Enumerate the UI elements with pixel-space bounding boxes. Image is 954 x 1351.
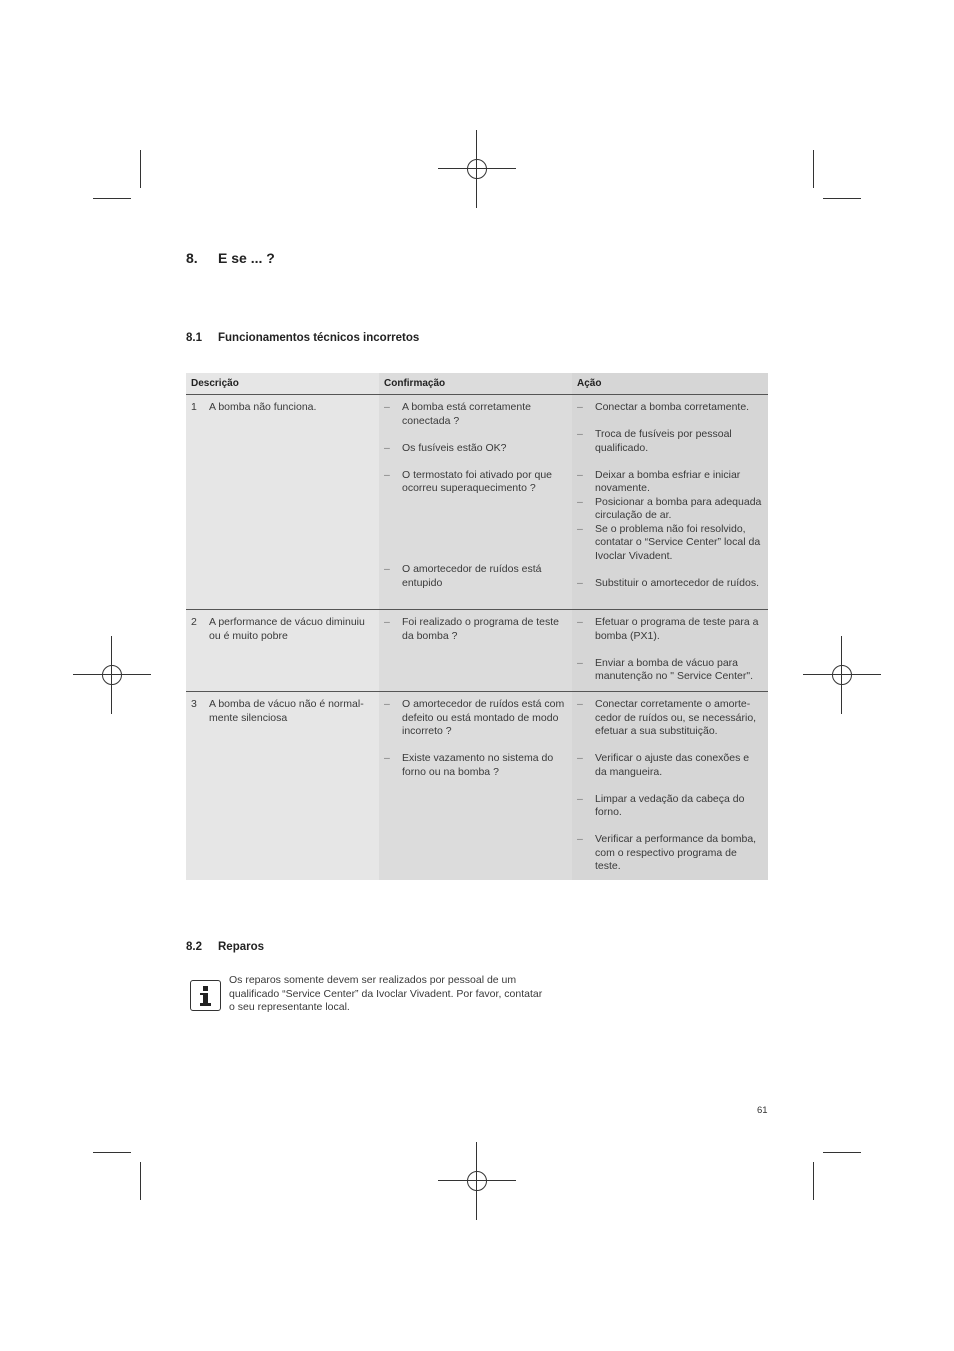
- chapter-heading: [186, 250, 275, 266]
- row-number: 1: [191, 401, 197, 413]
- crop-mark: [813, 150, 814, 188]
- crop-mark: [823, 1152, 861, 1153]
- section-title: Reparos: [218, 941, 265, 953]
- list-item: – Troca de fusíveis por pessoal qualificado.: [577, 428, 732, 454]
- section-title: Funcionamentos técnicos incorretos: [218, 332, 420, 344]
- table-row: [186, 692, 768, 880]
- list-item: – Foi realizado o programa de teste da bomba ?: [384, 616, 560, 642]
- troubleshooting-table: [186, 373, 768, 880]
- list-item: – Os fusíveis estão OK?: [384, 441, 507, 454]
- list-item: – A bomba está corretamente conectada ?: [384, 401, 531, 427]
- description-cell: [186, 395, 379, 609]
- description-text: A bomba de vácuo não é normalmente silenciosa: [209, 698, 364, 724]
- row-number: 3: [191, 698, 197, 710]
- crop-mark: [140, 1162, 141, 1200]
- crop-mark: [813, 1162, 814, 1200]
- confirmation-cell: [379, 610, 572, 691]
- table-row: [186, 610, 768, 692]
- list-item: – O amortecedor de ruídos está com defeito ou está montado de modo incorreto ?: [384, 698, 565, 737]
- list-item: – O amortecedor de ruídos está entupido: [384, 563, 542, 589]
- section-number: 8.1: [186, 332, 202, 344]
- list-item: – Conectar corretamente o amortecedor de ruídos ou, se necessário, efetuar a sua substituição.: [577, 698, 757, 737]
- confirmation-cell: [379, 395, 572, 609]
- section-number: 8.2: [186, 941, 202, 953]
- section-heading: [186, 332, 419, 344]
- registration-mark-icon: [73, 636, 151, 714]
- list-item: – Substituir o amortecedor de ruídos.: [577, 576, 760, 589]
- list-item: – Verificar o ajuste das conexões e da mangueira.: [577, 752, 750, 778]
- crop-mark: [823, 198, 861, 199]
- description-text: A bomba não funciona.: [209, 401, 317, 413]
- list-item: – Se o problema não foi resolvido, contatar o “Service Center” local da Ivoclar Vivadent.: [577, 522, 761, 562]
- table-row: [186, 395, 768, 610]
- list-item: – Limpar a vedação da cabeça do forno.: [577, 792, 745, 818]
- header-action: Ação: [572, 373, 768, 394]
- action-cell: [572, 395, 768, 609]
- page-number: 61: [757, 1105, 768, 1116]
- header-confirmation: Confirmação: [379, 373, 572, 394]
- description-text: A performance de vácuo diminuiu ou é muito pobre: [209, 616, 365, 642]
- list-item: – Deixar a bomba esfriar e iniciar novamente.: [577, 468, 741, 494]
- description-cell: [186, 692, 379, 880]
- action-cell: [572, 692, 768, 880]
- crop-mark: [93, 1152, 131, 1153]
- section-heading: [186, 941, 264, 953]
- crop-mark: [93, 198, 131, 199]
- info-icon: [190, 980, 221, 1011]
- list-item: – Posicionar a bomba para adequada circulação de ar.: [577, 495, 762, 521]
- list-item: – Conectar a bomba corretamente.: [577, 401, 750, 413]
- chapter-title: E se ... ?: [218, 250, 275, 266]
- list-item: – Existe vazamento no sistema do forno ou na bomba ?: [384, 752, 554, 778]
- list-item: – Enviar a bomba de vácuo para manutenção no " Service Center".: [577, 656, 754, 682]
- action-cell: [572, 610, 768, 691]
- confirmation-cell: [379, 692, 572, 880]
- info-text: Os reparos somente devem ser realizados por pessoal de um qualificado “Service Center” da Ivoclar Vivadent. Por favor, contatar o seu representante local.: [229, 974, 543, 1013]
- description-cell: [186, 610, 379, 691]
- registration-mark-icon: [438, 130, 516, 208]
- table-header: [186, 373, 768, 395]
- registration-mark-icon: [803, 636, 881, 714]
- list-item: – O termostato foi ativado por que ocorreu superaquecimento ?: [384, 468, 552, 494]
- list-item: – Verificar a performance da bomba, com o respectivo programa de teste.: [577, 833, 757, 872]
- row-number: 2: [191, 616, 197, 628]
- registration-mark-icon: [438, 1142, 516, 1220]
- chapter-number: 8.: [186, 250, 198, 266]
- crop-mark: [140, 150, 141, 188]
- list-item: – Efetuar o programa de teste para a bomba (PX1).: [577, 616, 759, 642]
- header-description: Descrição: [186, 373, 379, 394]
